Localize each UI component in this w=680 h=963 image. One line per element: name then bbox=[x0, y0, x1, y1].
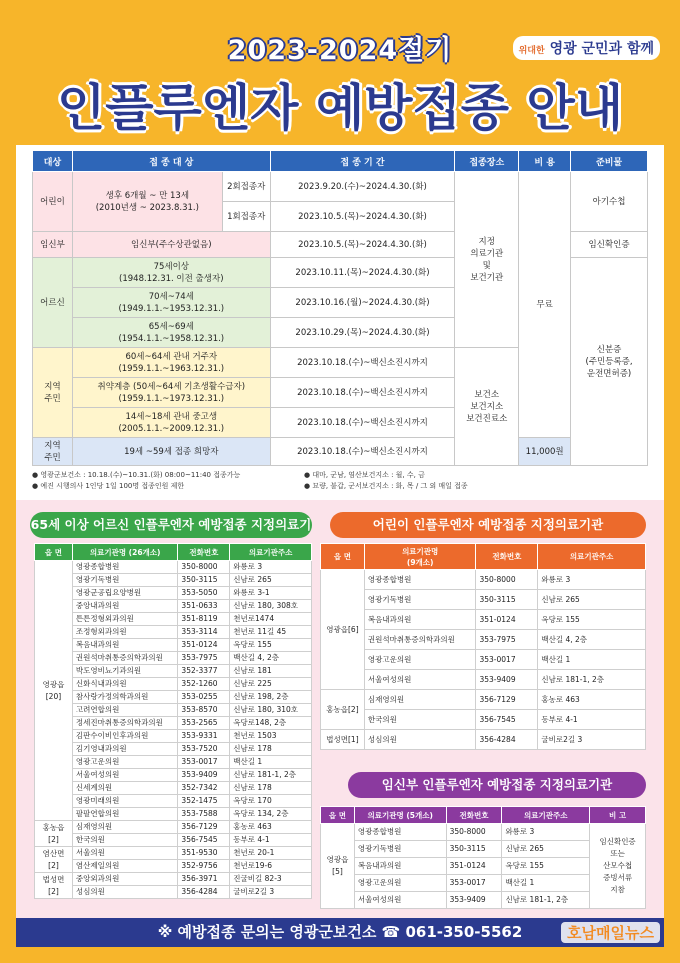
table-row bbox=[35, 821, 312, 834]
period-hope: 2023.10.18.(수)~백신소진시까지 bbox=[270, 438, 455, 466]
clinic-address: 백산길 1 bbox=[230, 756, 312, 769]
clinic-name: 조정형외과의원 bbox=[72, 626, 178, 639]
schedule-header-row bbox=[33, 151, 648, 172]
clinic-address: 옥당로 170 bbox=[230, 795, 312, 808]
clinic-name: 영광종합병원 bbox=[354, 824, 446, 841]
clinic-phone: 350-8000 bbox=[446, 824, 502, 841]
clinic-name: 서울여성의원 bbox=[72, 769, 178, 782]
clinic-name: 영광종합병원 bbox=[364, 570, 476, 590]
clinic-phone: 351-0124 bbox=[178, 639, 230, 652]
clinic-name: 영광고운의원 bbox=[72, 756, 178, 769]
note-4: ● 묘량, 불갑, 군서보건지소 : 화, 목 / 그 외 매일 접종 bbox=[304, 482, 468, 490]
clinic-address: 굴비로2길 3 bbox=[230, 886, 312, 899]
preg-note: 임신확인증 또는 산모수첩 증빙서류 지참 bbox=[590, 824, 646, 909]
clinic-phone: 353-7520 bbox=[178, 743, 230, 756]
area-cell: 영광읍 [20] bbox=[35, 561, 73, 821]
clinic-address: 와룡로 3 bbox=[538, 570, 646, 590]
table-row bbox=[35, 782, 312, 795]
place-designated: 지정 의료기관 및 보건기관 bbox=[455, 172, 519, 348]
table-row bbox=[321, 610, 646, 630]
col-period: 접 종 기 간 bbox=[270, 151, 455, 172]
clinic-address: 천년로 1503 bbox=[230, 730, 312, 743]
clinic-name: 권원석마취통증의학과의원 bbox=[364, 630, 476, 650]
area-cell: 영광읍 [5] bbox=[321, 824, 355, 909]
period-old-2: 2023.10.16.(월)~2024.4.30.(화) bbox=[270, 288, 455, 318]
clinic-phone: 353-5050 bbox=[178, 587, 230, 600]
period-kids-1: 2023.9.20.(수)~2024.4.30.(화) bbox=[270, 172, 455, 202]
clinic-address: 와룡로 3 bbox=[230, 561, 312, 574]
footer-contact: ※ 예방접종 문의는 영광군보건소 ☎ 061-350-5562 bbox=[16, 918, 664, 947]
target-old-1: 75세이상 (1948.12.31. 이전 출생자) bbox=[72, 258, 270, 288]
kids-clinic-table bbox=[320, 543, 646, 750]
period-reg-3: 2023.10.18.(수)~백신소진시까지 bbox=[270, 408, 455, 438]
preg-header-row bbox=[321, 807, 646, 824]
area-cell: 법성면[1] bbox=[321, 730, 365, 750]
clinic-phone: 356-4284 bbox=[178, 886, 230, 899]
preg-clinic-table bbox=[320, 806, 646, 909]
clinic-address: 와룡로 3 bbox=[502, 824, 590, 841]
col-phone: 전화번호 bbox=[476, 544, 538, 570]
table-row bbox=[33, 438, 648, 466]
col-address: 의료기관주소 bbox=[538, 544, 646, 570]
clinic-address: 천년로 20-1 bbox=[230, 847, 312, 860]
table-row bbox=[321, 710, 646, 730]
clinic-address: 옥당로 155 bbox=[230, 639, 312, 652]
table-row bbox=[35, 808, 312, 821]
clinic-name: 영광기독병원 bbox=[364, 590, 476, 610]
col-note: 비 고 bbox=[590, 807, 646, 824]
table-row bbox=[35, 769, 312, 782]
clinic-name: 튼튼정형외과의원 bbox=[72, 613, 178, 626]
senior-section-title: 65세 이상 어르신 인플루엔자 예방접종 지정의료기 bbox=[30, 512, 312, 538]
clinic-address: 옥당로 155 bbox=[538, 610, 646, 630]
clinic-address: 신남로 181 bbox=[230, 665, 312, 678]
table-row bbox=[35, 886, 312, 899]
clinic-phone: 350-8000 bbox=[178, 561, 230, 574]
col-phone: 전화번호 bbox=[446, 807, 502, 824]
target-old-2: 70세~74세 (1949.1.1.~1953.12.31.) bbox=[72, 288, 270, 318]
clinic-address: 천년로1474 bbox=[230, 613, 312, 626]
table-row bbox=[321, 570, 646, 590]
table-row bbox=[35, 639, 312, 652]
clinic-phone: 352-3377 bbox=[178, 665, 230, 678]
dose-twice: 2회접종자 bbox=[222, 172, 270, 202]
area-cell: 법성면 [2] bbox=[35, 873, 73, 899]
area-cell: 영광읍[6] bbox=[321, 570, 365, 690]
place-health: 보건소 보건지소 보건진료소 bbox=[455, 348, 519, 466]
group-regional: 지역 주민 bbox=[33, 348, 73, 438]
clinic-name: 서울의원 bbox=[72, 847, 178, 860]
clinic-phone: 353-0255 bbox=[178, 691, 230, 704]
col-area: 읍 면 bbox=[35, 544, 73, 561]
dose-once: 1회접종자 bbox=[222, 202, 270, 232]
cost-hope: 11,000원 bbox=[519, 438, 571, 466]
clinic-name: 복음내과의원 bbox=[364, 610, 476, 630]
clinic-name: 서울여성의원 bbox=[354, 892, 446, 909]
table-row bbox=[35, 756, 312, 769]
clinic-address: 옥당로 155 bbox=[502, 858, 590, 875]
target-old-3: 65세~69세 (1954.1.1.~1958.12.31.) bbox=[72, 318, 270, 348]
col-phone: 전화번호 bbox=[178, 544, 230, 561]
clinic-name: 김판수이비인후과의원 bbox=[72, 730, 178, 743]
table-row bbox=[35, 691, 312, 704]
slogan-badge bbox=[513, 36, 660, 60]
clinic-phone: 353-9331 bbox=[178, 730, 230, 743]
clinic-name: 참사랑가정의학과의원 bbox=[72, 691, 178, 704]
target-hope: 19세 ~59세 접종 희망자 bbox=[72, 438, 270, 466]
clinic-phone: 351-0633 bbox=[178, 600, 230, 613]
header-band bbox=[0, 0, 680, 145]
period-kids-2: 2023.10.5.(목)~2024.4.30.(화) bbox=[270, 202, 455, 232]
table-row bbox=[35, 704, 312, 717]
clinic-address: 백산길 4, 2층 bbox=[538, 630, 646, 650]
clinic-name: 성심의원 bbox=[364, 730, 476, 750]
clinic-name: 팔팔연합의원 bbox=[72, 808, 178, 821]
clinic-name: 중앙내과의원 bbox=[72, 600, 178, 613]
clinic-phone: 352-1475 bbox=[178, 795, 230, 808]
clinic-phone: 356-7545 bbox=[178, 834, 230, 847]
clinic-address: 신남로 180, 310호 bbox=[230, 704, 312, 717]
table-row bbox=[321, 690, 646, 710]
clinic-address: 신남로 181-1, 2층 bbox=[230, 769, 312, 782]
clinic-phone: 356-7129 bbox=[178, 821, 230, 834]
clinic-address: 백산길 1 bbox=[538, 650, 646, 670]
clinic-phone: 350-3115 bbox=[446, 841, 502, 858]
clinic-phone: 353-9409 bbox=[446, 892, 502, 909]
clinic-address: 천년로 11길 45 bbox=[230, 626, 312, 639]
clinic-address: 홍농로 463 bbox=[538, 690, 646, 710]
clinic-phone: 351-0124 bbox=[476, 610, 538, 630]
clinic-phone: 356-3971 bbox=[178, 873, 230, 886]
table-row bbox=[35, 678, 312, 691]
col-address: 의료기관주소 bbox=[230, 544, 312, 561]
clinic-phone: 353-7975 bbox=[476, 630, 538, 650]
header-subtitle: 2023-2024절기 bbox=[227, 35, 453, 66]
clinic-address: 신남로 178 bbox=[230, 743, 312, 756]
clinic-name: 신화식내과의원 bbox=[72, 678, 178, 691]
clinic-name: 영광종합병원 bbox=[72, 561, 178, 574]
preg-section-title: 임신부 인플루엔자 예방접종 지정의료기관 bbox=[348, 772, 646, 798]
clinic-phone: 353-0017 bbox=[446, 875, 502, 892]
group-hope: 지역 주민 bbox=[33, 438, 73, 466]
prep-kids: 아기수첩 bbox=[571, 172, 648, 232]
cost-free: 무료 bbox=[519, 172, 571, 438]
table-row bbox=[35, 834, 312, 847]
table-row bbox=[321, 730, 646, 750]
schedule-table bbox=[32, 150, 648, 466]
clinic-phone: 350-3115 bbox=[178, 574, 230, 587]
table-row bbox=[321, 824, 646, 841]
clinic-address: 신남로 265 bbox=[502, 841, 590, 858]
senior-header-row bbox=[35, 544, 312, 561]
area-cell: 홍농읍 [2] bbox=[35, 821, 73, 847]
clinic-phone: 352-1260 bbox=[178, 678, 230, 691]
table-row bbox=[35, 652, 312, 665]
clinic-phone: 350-3115 bbox=[476, 590, 538, 610]
clinic-address: 신남로 225 bbox=[230, 678, 312, 691]
clinic-name: 영광군공립요양병원 bbox=[72, 587, 178, 600]
table-row bbox=[35, 795, 312, 808]
period-old-1: 2023.10.11.(목)~2024.4.30.(화) bbox=[270, 258, 455, 288]
clinic-address: 홍농로 463 bbox=[230, 821, 312, 834]
clinic-phone: 350-8000 bbox=[476, 570, 538, 590]
table-row bbox=[35, 561, 312, 574]
table-row bbox=[35, 600, 312, 613]
clinic-name: 심재영의원 bbox=[364, 690, 476, 710]
clinic-phone: 351-0124 bbox=[446, 858, 502, 875]
clinic-phone: 353-9409 bbox=[476, 670, 538, 690]
clinic-phone: 356-7545 bbox=[476, 710, 538, 730]
kids-section-title: 어린이 인플루엔자 예방접종 지정의료기관 bbox=[330, 512, 646, 538]
clinic-phone: 353-0017 bbox=[178, 756, 230, 769]
col-area: 읍 면 bbox=[321, 807, 355, 824]
area-cell: 홍농읍[2] bbox=[321, 690, 365, 730]
clinic-address: 천년로19-6 bbox=[230, 860, 312, 873]
clinic-phone: 351-9530 bbox=[178, 847, 230, 860]
col-area: 읍 면 bbox=[321, 544, 365, 570]
col-name: 의료기관명 (9개소) bbox=[364, 544, 476, 570]
news-logo: 호남매일뉴스 bbox=[561, 922, 660, 943]
clinic-address: 옥당로148, 2층 bbox=[230, 717, 312, 730]
col-prep: 준비물 bbox=[571, 151, 648, 172]
clinic-name: 정세진마취통증의학과의원 bbox=[72, 717, 178, 730]
clinic-name: 복음내과의원 bbox=[72, 639, 178, 652]
table-row bbox=[321, 630, 646, 650]
clinic-phone: 356-4284 bbox=[476, 730, 538, 750]
clinic-phone: 352-9756 bbox=[178, 860, 230, 873]
table-row bbox=[35, 574, 312, 587]
clinic-address: 와룡로 3-1 bbox=[230, 587, 312, 600]
table-row bbox=[35, 626, 312, 639]
clinic-name: 염산제일의원 bbox=[72, 860, 178, 873]
table-row bbox=[35, 847, 312, 860]
clinic-phone: 353-0017 bbox=[476, 650, 538, 670]
note-1: ● 영광군보건소 : 10.18.(수)~10.31.(화) 08:00~11:40 접종가능 bbox=[32, 471, 241, 479]
clinic-name: 한국의원 bbox=[364, 710, 476, 730]
clinic-phone: 352-7342 bbox=[178, 782, 230, 795]
clinic-address: 동부로 4-1 bbox=[230, 834, 312, 847]
area-cell: 염산면 [2] bbox=[35, 847, 73, 873]
col-name: 의료기관명 (26개소) bbox=[72, 544, 178, 561]
clinic-name: 김기영내과의원 bbox=[72, 743, 178, 756]
col-address: 의료기관주소 bbox=[502, 807, 590, 824]
clinic-address: 옥당로 134, 2층 bbox=[230, 808, 312, 821]
group-preg: 임신부 bbox=[33, 232, 73, 258]
col-place: 접종장소 bbox=[455, 151, 519, 172]
table-row bbox=[33, 172, 648, 202]
clinic-address: 신남로 265 bbox=[538, 590, 646, 610]
col-target: 접 종 대 상 bbox=[72, 151, 270, 172]
table-row bbox=[35, 743, 312, 756]
clinic-phone: 353-7588 bbox=[178, 808, 230, 821]
clinic-name: 박도영비뇨기과의원 bbox=[72, 665, 178, 678]
clinic-phone: 353-7975 bbox=[178, 652, 230, 665]
period-reg-1: 2023.10.18.(수)~백신소진시까지 bbox=[270, 348, 455, 378]
clinic-name: 성심의원 bbox=[72, 886, 178, 899]
col-cost: 비 용 bbox=[519, 151, 571, 172]
clinic-name: 영광고운의원 bbox=[364, 650, 476, 670]
clinic-name: 한국의원 bbox=[72, 834, 178, 847]
clinic-phone: 351-8119 bbox=[178, 613, 230, 626]
clinic-phone: 353-9409 bbox=[178, 769, 230, 782]
table-row bbox=[35, 665, 312, 678]
clinic-address: 신남로 178 bbox=[230, 782, 312, 795]
group-kids: 어린이 bbox=[33, 172, 73, 232]
table-row bbox=[35, 860, 312, 873]
clinic-name: 영광미래의원 bbox=[72, 795, 178, 808]
group-old: 어르신 bbox=[33, 258, 73, 348]
clinic-name: 신세계의원 bbox=[72, 782, 178, 795]
senior-clinic-table bbox=[34, 543, 312, 899]
table-row bbox=[321, 670, 646, 690]
clinic-phone: 356-7129 bbox=[476, 690, 538, 710]
kids-header-row bbox=[321, 544, 646, 570]
note-2: ● 예진 시행의사 1인당 1일 100명 접종인원 제한 bbox=[32, 482, 185, 490]
table-row bbox=[35, 613, 312, 626]
clinic-name: 권원석마취통증의학과의원 bbox=[72, 652, 178, 665]
clinic-name: 복음내과의원 bbox=[354, 858, 446, 875]
table-row bbox=[321, 650, 646, 670]
clinic-address: 신남로 198, 2층 bbox=[230, 691, 312, 704]
clinic-phone: 353-8570 bbox=[178, 704, 230, 717]
clinic-address: 진굴비길 82-3 bbox=[230, 873, 312, 886]
clinic-name: 중앙외과의원 bbox=[72, 873, 178, 886]
clinic-name: 심재영의원 bbox=[72, 821, 178, 834]
clinic-phone: 353-3114 bbox=[178, 626, 230, 639]
clinic-name: 고려연합의원 bbox=[72, 704, 178, 717]
table-row bbox=[35, 730, 312, 743]
clinic-address: 동부로 4-1 bbox=[538, 710, 646, 730]
clinic-name: 영광기독병원 bbox=[354, 841, 446, 858]
clinic-phone: 353-2565 bbox=[178, 717, 230, 730]
table-row bbox=[35, 873, 312, 886]
target-reg-1: 60세~64세 관내 거주자 (1959.1.1.~1963.12.31.) bbox=[72, 348, 270, 378]
clinic-name: 서울여성의원 bbox=[364, 670, 476, 690]
clinic-address: 신남로 265 bbox=[230, 574, 312, 587]
clinic-name: 영광기독병원 bbox=[72, 574, 178, 587]
prep-preg: 임신확인증 bbox=[571, 232, 648, 258]
clinic-name: 영광고운의원 bbox=[354, 875, 446, 892]
slogan-text: 영광 군민과 함께 bbox=[549, 41, 654, 57]
table-row bbox=[35, 717, 312, 730]
page-title: 인플루엔자 예방접종 안내 bbox=[56, 79, 624, 137]
table-row bbox=[321, 590, 646, 610]
clinic-address: 신남로 181-1, 2층 bbox=[538, 670, 646, 690]
col-name: 의료기관명 (5개소) bbox=[354, 807, 446, 824]
target-reg-3: 14세~18세 관내 중고생 (2005.1.1.~2009.12.31.) bbox=[72, 408, 270, 438]
clinic-address: 신남로 180, 308호 bbox=[230, 600, 312, 613]
clinic-address: 신남로 181-1, 2층 bbox=[502, 892, 590, 909]
period-reg-2: 2023.10.18.(수)~백신소진시까지 bbox=[270, 378, 455, 408]
clinic-address: 백산길 4, 2층 bbox=[230, 652, 312, 665]
note-3: ● 대마, 군남, 염산보건지소 : 월, 수, 금 bbox=[304, 471, 425, 479]
target-reg-2: 취약계층 (50세~64세 기초생활수급자) (1959.1.1.~1973.12.31.) bbox=[72, 378, 270, 408]
clinic-address: 굴비로2길 3 bbox=[538, 730, 646, 750]
clinic-address: 백산길 1 bbox=[502, 875, 590, 892]
target-kids: 생후 6개월 ~ 만 13세 (2010년생 ~ 2023.8.31.) bbox=[72, 172, 222, 232]
col-target-group: 대상 bbox=[33, 151, 73, 172]
period-preg: 2023.10.5.(목)~2024.4.30.(화) bbox=[270, 232, 455, 258]
prep-id: 신분증 (주민등록증, 운전면허증) bbox=[571, 258, 648, 466]
slogan-small: 위대한 bbox=[518, 46, 545, 56]
target-preg: 임신부(주수상관없음) bbox=[72, 232, 270, 258]
period-old-3: 2023.10.29.(목)~2024.4.30.(화) bbox=[270, 318, 455, 348]
table-row bbox=[35, 587, 312, 600]
